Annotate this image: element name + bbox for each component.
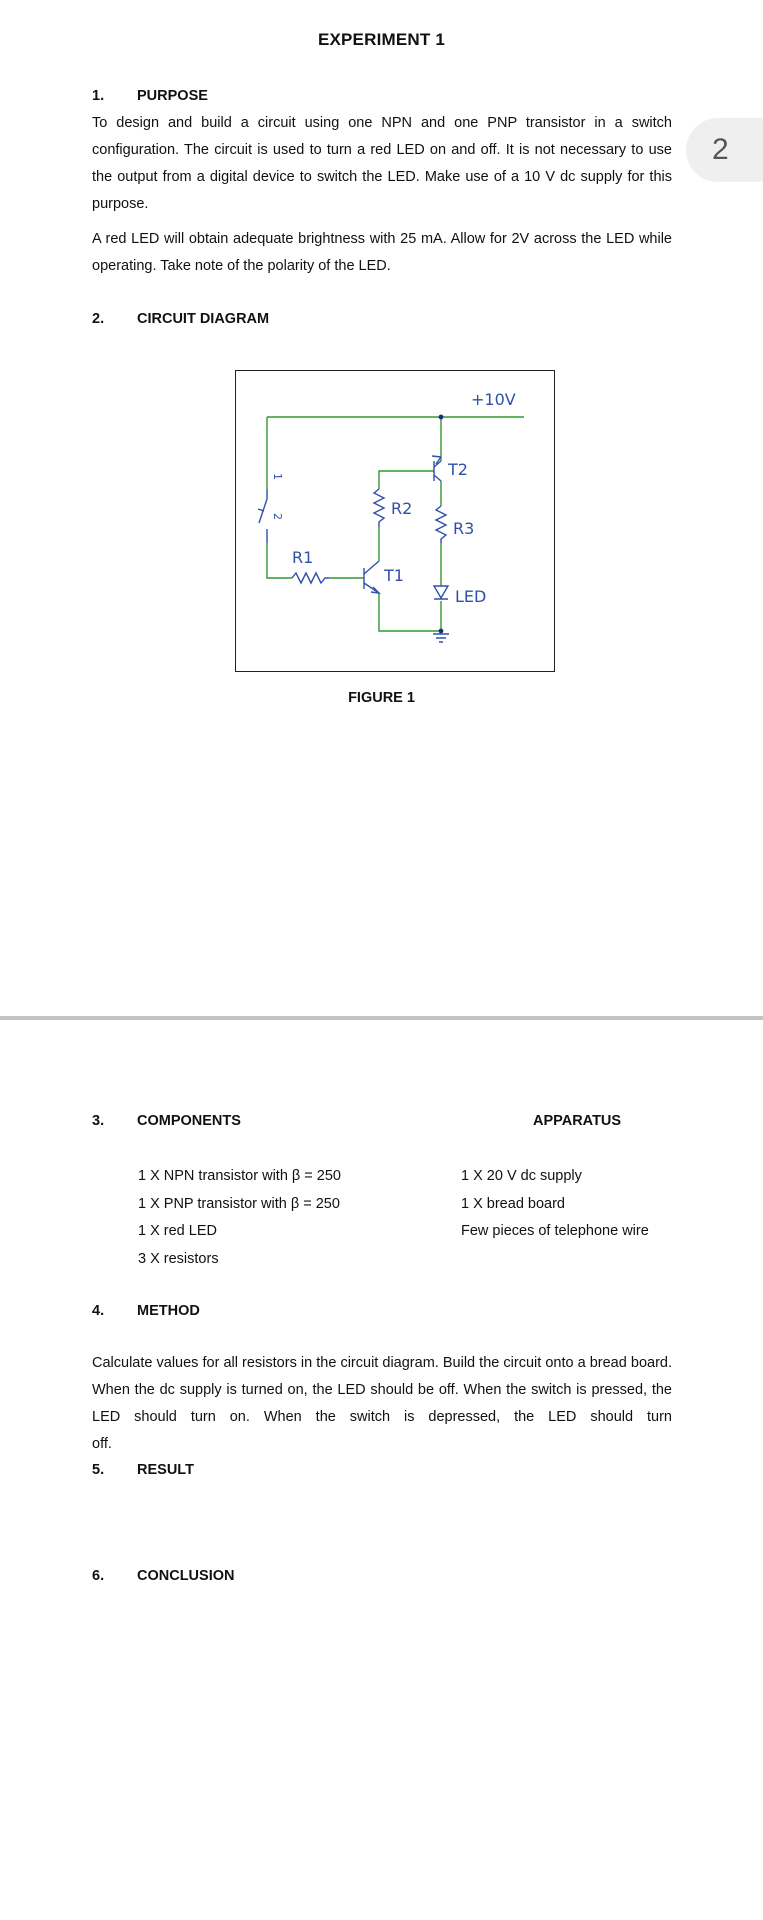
section-number: 1. bbox=[92, 88, 105, 104]
section-title: RESULT bbox=[137, 1462, 194, 1478]
junction-top bbox=[439, 415, 444, 420]
label-switch-pin1: 1 bbox=[271, 473, 284, 480]
junction-bottom bbox=[439, 629, 444, 634]
ground-symbol bbox=[433, 634, 449, 642]
section-number: 2. bbox=[92, 311, 105, 327]
apparatus-list bbox=[461, 1163, 649, 1246]
list-item: 3 X resistors bbox=[138, 1250, 219, 1267]
purpose-paragraph-2: A red LED will obtain adequate brightness with 25 mA. Allow for 2V across the LED while operating. Take note of the polarity of the LED. bbox=[92, 231, 672, 274]
page-number-badge bbox=[686, 118, 763, 182]
left-wire-bottom bbox=[267, 543, 292, 578]
section-title: CIRCUIT DIAGRAM bbox=[137, 311, 270, 327]
section-number: 5. bbox=[92, 1462, 105, 1478]
t1-leads bbox=[364, 561, 379, 593]
label-r2: R2 bbox=[391, 499, 413, 518]
label-r1: R1 bbox=[292, 548, 314, 567]
components-list bbox=[138, 1163, 341, 1273]
purpose-paragraph-1: To design and build a circuit using one NPN and one PNP transistor in a switch configuration. The circuit is used to turn a red LED on and off. It is not necessary to use the output from a digital device to switch the LED. Make use of a 10 V dc supply for this purpose. bbox=[92, 115, 672, 212]
label-t1: T1 bbox=[384, 566, 404, 585]
section-number: 3. bbox=[92, 1113, 105, 1129]
section-title: METHOD bbox=[137, 1303, 200, 1319]
method-paragraph: Calculate values for all resistors in the circuit diagram. Build the circuit onto a bread board. When the dc supply is turned on, the LED should be off. When the switch is pressed, the LED should turn on. When the switch is depressed, the LED should turn off. bbox=[92, 1355, 672, 1452]
r1-resistor bbox=[292, 573, 329, 583]
page-number: 2 bbox=[712, 133, 729, 166]
section-number: 6. bbox=[92, 1568, 105, 1584]
label-t2: T2 bbox=[448, 460, 468, 479]
apparatus-heading: APPARATUS bbox=[533, 1113, 622, 1129]
led-diode bbox=[434, 586, 448, 599]
circuit-labels bbox=[271, 390, 516, 606]
page-divider bbox=[0, 1016, 763, 1020]
circuit-schematic bbox=[236, 371, 556, 673]
circuit-diagram bbox=[235, 370, 555, 672]
t1-emitter-wire bbox=[379, 593, 441, 631]
document-title: EXPERIMENT 1 bbox=[317, 30, 446, 49]
label-r3: R3 bbox=[453, 519, 475, 538]
section-title: CONCLUSION bbox=[137, 1568, 235, 1584]
section-number: 4. bbox=[92, 1303, 105, 1319]
r2-resistor bbox=[374, 489, 384, 527]
list-item: 1 X 20 V dc supply bbox=[461, 1168, 582, 1184]
label-led: LED bbox=[455, 587, 487, 606]
list-item: 1 X PNP transistor with β = 250 bbox=[138, 1195, 340, 1212]
label-switch-pin2: 2 bbox=[271, 513, 284, 520]
list-item: 1 X red LED bbox=[138, 1223, 217, 1239]
circuit-components bbox=[258, 456, 449, 642]
switch-symbol bbox=[258, 499, 267, 523]
list-item: 1 X bread board bbox=[461, 1195, 565, 1212]
list-item: Few pieces of telephone wire bbox=[461, 1223, 649, 1239]
label-supply: +10V bbox=[471, 390, 516, 409]
list-item: 1 X NPN transistor with β = 250 bbox=[138, 1168, 341, 1184]
section-title: PURPOSE bbox=[137, 88, 208, 104]
r3-resistor bbox=[436, 506, 446, 543]
t2-leads bbox=[434, 461, 441, 481]
figure-caption: FIGURE 1 bbox=[348, 690, 415, 706]
section-title: COMPONENTS bbox=[137, 1113, 241, 1129]
t2-base-wire bbox=[379, 471, 434, 489]
